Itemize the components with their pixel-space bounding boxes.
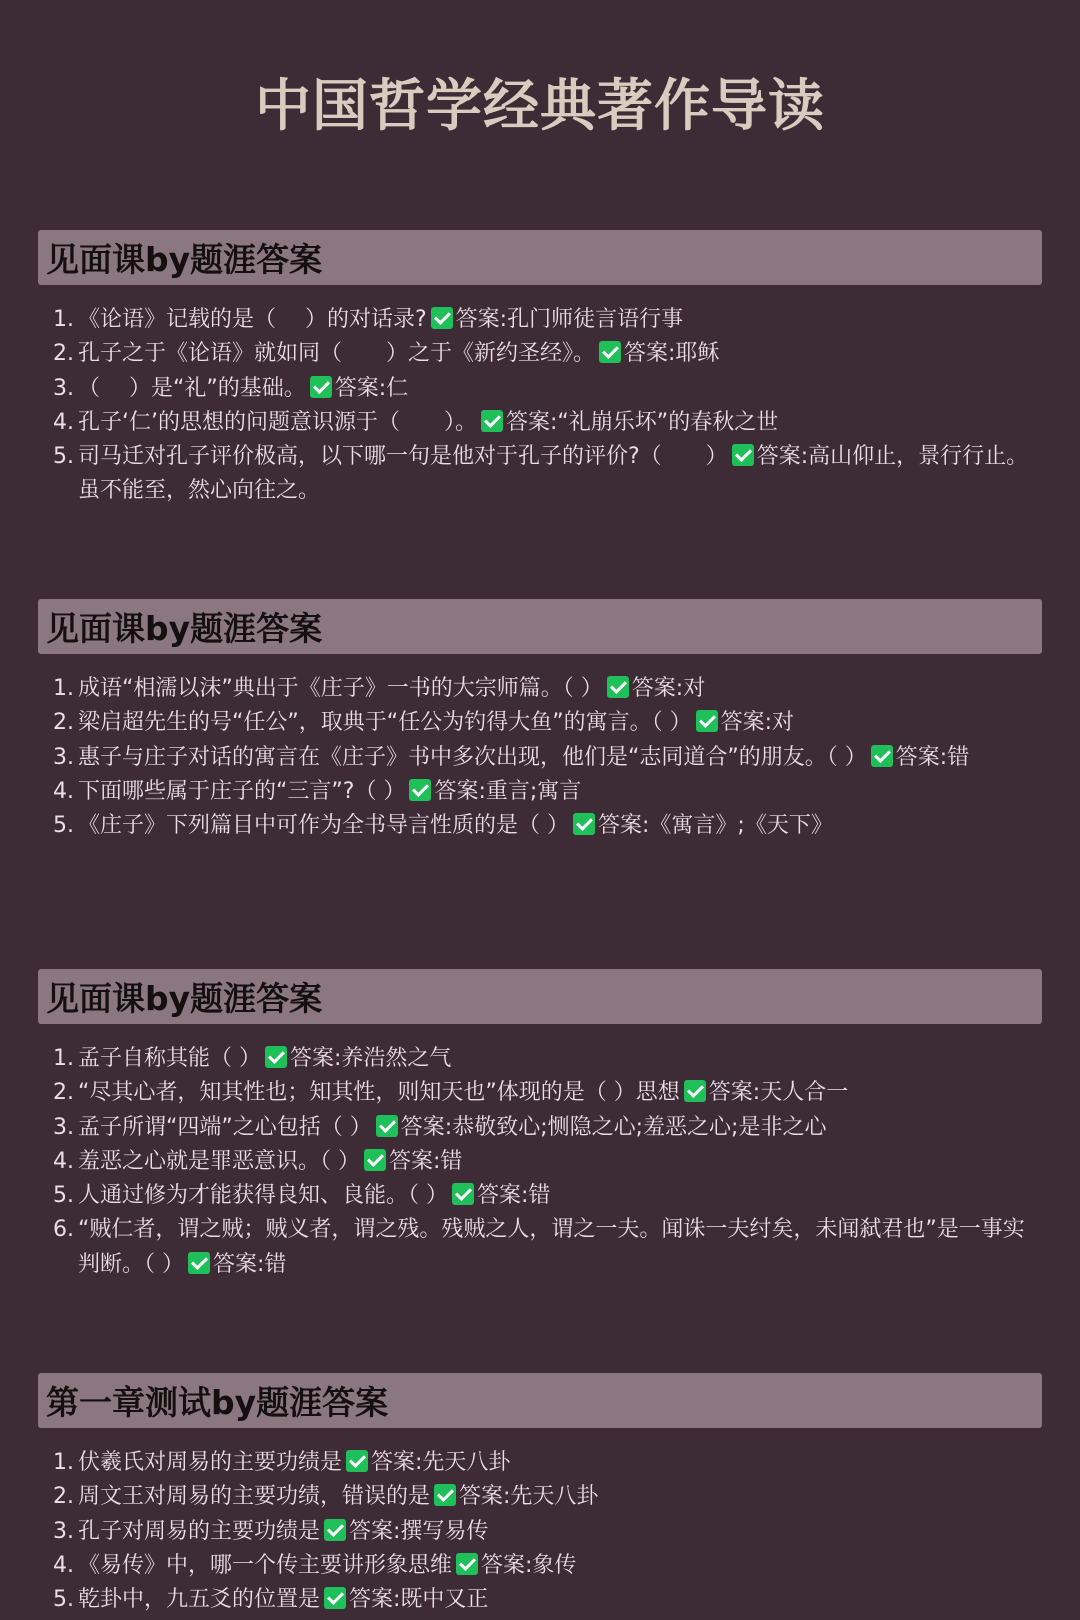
answer-text: 答案:先天八卦: [371, 1450, 511, 1475]
check-icon: [324, 1519, 346, 1541]
list-item: [78, 1515, 1042, 1549]
answer-text: 答案:高山仰止，景行行止。虽不能至，然心向往之。: [78, 444, 1029, 504]
question-text: 下面哪些属于庄子的“三言”?（ ）: [78, 778, 406, 804]
question-text: 成语“相濡以沫”典出于《庄子》一书的大宗师篇。（ ）: [78, 676, 603, 701]
section-1: [38, 230, 1042, 509]
check-icon: [188, 1252, 210, 1274]
answer-text: 答案:对: [631, 676, 706, 701]
check-icon: [452, 1183, 474, 1205]
question-text: 孔子对周易的主要功绩是: [78, 1518, 321, 1544]
list-item: [78, 1583, 1042, 1617]
question-text: 梁启超先生的号“任公”，取典于“任公为钓得大鱼”的寓言。（ ）: [78, 710, 692, 736]
answer-text: 答案:养浩然之气: [290, 1046, 452, 1071]
question-text: 周文王对周易的主要功绩，错误的是: [78, 1484, 431, 1510]
check-icon: [364, 1149, 386, 1171]
section-3: [38, 969, 1042, 1282]
list-item: [78, 337, 1042, 371]
list-item: [78, 372, 1042, 406]
section-title: 见面课by题涯答案: [46, 609, 323, 648]
answer-text: 答案:重言;寓言: [434, 778, 582, 804]
list-item: [78, 1179, 1042, 1213]
question-text: 伏羲氏对周易的主要功绩是: [78, 1450, 343, 1475]
list-item: [78, 1111, 1042, 1145]
question-text: 《庄子》下列篇目中可作为全书导言性质的是（ ）: [78, 813, 569, 839]
answer-text: 答案:恭敬致心;恻隐之心;羞恶之心;是非之心: [400, 1114, 827, 1140]
list-item: [78, 440, 1042, 509]
answer-text: 答案:撰写易传: [349, 1518, 489, 1544]
question-list: [38, 1446, 1042, 1617]
section-header: [38, 230, 1042, 285]
section-title: 第一章测试by题涯答案: [46, 1383, 389, 1422]
list-item: [78, 303, 1042, 337]
check-icon: [409, 779, 431, 801]
question-text: 孔子‘仁’的思想的问题意识源于（ ）。: [78, 409, 477, 435]
list-item: [78, 1076, 1042, 1110]
section-header: [38, 1373, 1042, 1428]
check-icon: [573, 813, 595, 835]
question-text: 乾卦中，九五爻的位置是: [78, 1587, 321, 1613]
list-item: [78, 1145, 1042, 1179]
answer-text: 答案:错: [213, 1251, 287, 1277]
section-2: [38, 599, 1042, 843]
question-text: 司马迁对孔子评价极高，以下哪一句是他对于孔子的评价?（ ）: [78, 444, 728, 470]
question-list: [38, 672, 1042, 843]
answer-text: 答案:《寓言》;《天下》: [598, 813, 833, 839]
list-item: [78, 1446, 1042, 1480]
section-title: 见面课by题涯答案: [46, 979, 323, 1018]
list-item: [78, 775, 1042, 809]
question-text: “尽其心者，知其性也；知其性，则知天也”体现的是（ ）思想: [78, 1080, 680, 1106]
answer-text: 答案:天人合一: [708, 1080, 849, 1106]
check-icon: [599, 341, 621, 363]
answer-text: 答案:对: [720, 710, 795, 736]
answer-text: 答案:孔门师徒言语行事: [455, 307, 684, 332]
check-icon: [607, 676, 629, 698]
check-icon: [456, 1553, 478, 1575]
check-icon: [434, 1484, 456, 1506]
list-item: [78, 706, 1042, 740]
question-text: “贼仁者，谓之贼；贼义者，谓之残。残贼之人，谓之一夫。闻诛一夫纣矣，未闻弑君也”是一事实判断。（ ）: [78, 1217, 1025, 1277]
answer-text: 答案:错: [895, 744, 970, 770]
answer-text: 答案:象传: [481, 1552, 577, 1578]
answer-text: 答案:先天八卦: [459, 1484, 599, 1510]
list-item: [78, 1213, 1042, 1282]
list-item: [78, 1549, 1042, 1583]
question-text: 孟子自称其能（ ）: [78, 1046, 261, 1071]
question-list: [38, 303, 1042, 509]
check-icon: [310, 376, 332, 398]
check-icon: [431, 307, 453, 329]
section-header: [38, 599, 1042, 654]
question-text: 人通过修为才能获得良知、良能。（ ）: [78, 1183, 448, 1209]
check-icon: [684, 1080, 706, 1102]
check-icon: [346, 1450, 368, 1472]
check-icon: [871, 745, 893, 767]
list-item: [78, 1480, 1042, 1514]
list-item: [78, 741, 1042, 775]
list-item: [78, 809, 1042, 843]
list-item: [78, 672, 1042, 706]
check-icon: [376, 1115, 398, 1137]
question-text: 孔子之于《论语》就如同（ ）之于《新约圣经》。: [78, 341, 596, 367]
question-text: 孟子所谓“四端”之心包括（ ）: [78, 1114, 372, 1140]
check-icon: [732, 444, 754, 466]
list-item: [78, 406, 1042, 440]
check-icon: [265, 1046, 287, 1068]
list-item: [78, 1042, 1042, 1076]
question-text: 羞恶之心就是罪恶意识。（ ）: [78, 1148, 360, 1174]
answer-text: 答案:错: [389, 1148, 463, 1174]
page-title: 中国哲学经典著作导读: [255, 73, 825, 139]
check-icon: [696, 710, 718, 732]
check-icon: [481, 410, 503, 432]
answer-text: 答案:既中又正: [349, 1587, 489, 1613]
question-text: 《易传》中，哪一个传主要讲形象思维: [78, 1552, 453, 1578]
check-icon: [324, 1587, 346, 1609]
question-list: [38, 1042, 1042, 1282]
answer-text: 答案:“礼崩乐坏”的春秋之世: [506, 409, 779, 435]
answer-text: 答案:耶稣: [624, 341, 720, 367]
question-text: 惠子与庄子对话的寓言在《庄子》书中多次出现，他们是“志同道合”的朋友。（ ）: [78, 744, 867, 770]
section-title: 见面课by题涯答案: [46, 240, 323, 279]
section-header: [38, 969, 1042, 1024]
question-text: 《论语》记载的是（ ）的对话录?: [78, 307, 427, 332]
question-text: （ ）是“礼”的基础。: [78, 375, 306, 401]
answer-text: 答案:错: [477, 1183, 551, 1209]
section-4: [38, 1373, 1042, 1617]
answer-text: 答案:仁: [334, 375, 409, 401]
